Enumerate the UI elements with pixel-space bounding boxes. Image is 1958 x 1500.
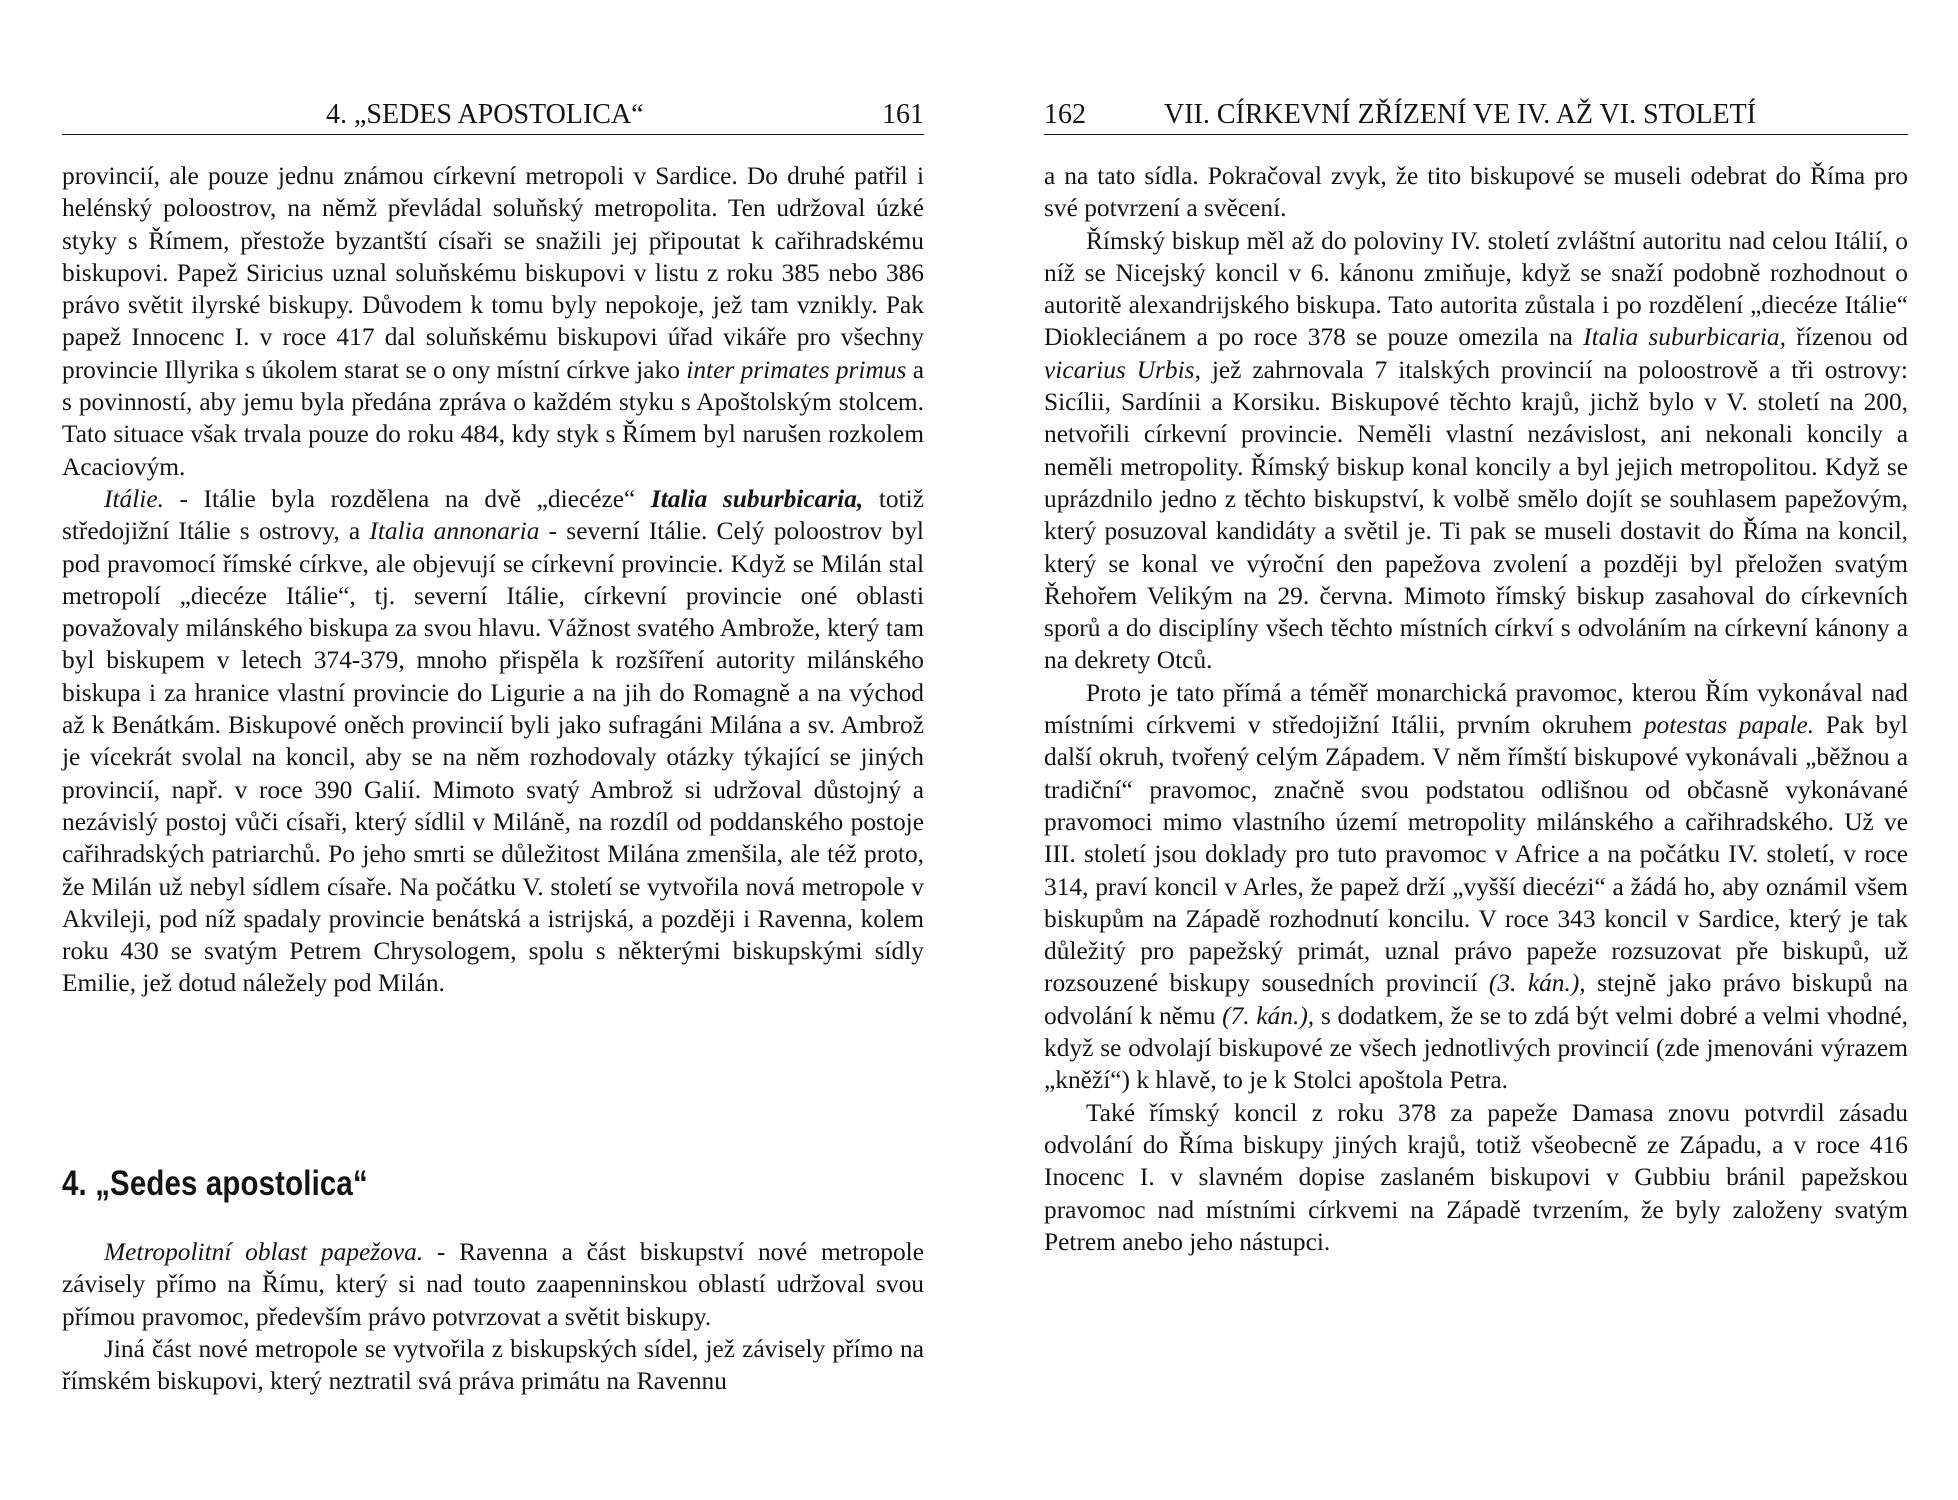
paragraph-potestas-papale: Proto je tato přímá a téměř monarchická pravomoc, kterou Řím vykonával nad místními církvemi v středojižní Itálii, prvním okruhem potestas papale. Pak byl další okruh, tvořený celým Západem. V něm římští biskupové vykonávali „běžnou a tradiční“ pravomoc, značně svou podstatou odlišnou od občasně vykonávané pravomoci mimo vlastního území metropolity milánského a cařihradského. Už ve III. století jsou doklady pro tuto pravomoc v Africe a na počátku IV. století, v roce 314, praví koncil v Arles, že papež drží „vyšší diecézi“ a žádá ho, aby oznámil všem biskupům na Západě rozhodnutí koncilu. V roce 343 koncil v Sardice, který je tak důležitý pro papežský primát, uznal právo papeže rozsuzovat pře biskupů, už rozsouzené biskupy sousedních provincií (3. kán.), stejně jako právo biskupů na odvolání k němu (7. kán.), s dodatkem, že se to zdá být velmi dobré a velmi vhodné, když se odvolají biskupové ze všech jednotlivých provincií (zde jmenováni výrazem „kněží“) k hlavě, to je k Stolci apoštola Petra. [1044,678,1908,1095]
paragraph-rimsky-koncil: Také římský koncil z roku 378 za papeže Damasa znovu potvrdil zásadu odvolání do Říma biskupy jiných krajů, totiž všeobecně ze Západu, a v roce 416 Inocenc I. v slavném dopise zaslaném biskupovi v Gubbiu bránil papežskou pravomoc nad místními církvemi na Západě tvrzením, že byly založeny svatým Petrem anebo jeho nástupci. [1044,1098,1908,1256]
right-page-number: 162 [1044,99,1086,130]
paragraph-italie: Itálie. - Itálie byla rozdělena na dvě „diecéze“ Italia suburbicaria, totiž středojižní Itálie s ostrovy, a Italia annonaria - severní Itálie. Celý poloostrov byl pod pravomocí římské církve, ale objevují se církevní provincie. Když se Milán stal metropolí „diecéze Itálie“, tj. severní Itálie, církevní provincie oné oblasti považovaly milánského biskupa za svou hlavu. Vážnost svatého Ambrože, který tam byl biskupem v letech 374-379, mnoho přispěla k rozšíření autority milánského biskupa i za hranice vlastní provincie do Ligurie a na jih do Romagně a na východ až k Benátkám. Biskupové oněch provincií byli jako sufragáni Milána a sv. Ambrož je vícekrát svolal na koncil, aby se na něm rozhodovaly otázky týkající se jiných provincií, např. v roce 390 Galií. Mimoto svatý Ambrož si udržoval důstojný a nezávislý postoj vůči císaři, který sídlil v Miláně, na rozdíl od poddanského postoje cařihradských patriarchů. Po jeho smrti se důležitost Milána zmenšila, ale též proto, že Milán už nebyl sídlem císaře. Na počátku V. století se vytvořila nová metropole v Akvileji, pod níž spadaly provincie benátská a istrijská, a později i Ravenna, kolem roku 430 se svatým Petrem Chrysologem, spolu s některými biskupskými sídly Emilie, jež dotud náležely pod Milán. [62,484,924,998]
section-heading: 4. „Sedes apostolica“ [62,1164,368,1203]
right-header-title: VII. CÍRKEVNÍ ZŘÍZENÍ VE IV. AŽ VI. STOLETÍ [1164,99,1757,130]
left-running-head [62,96,924,135]
left-header-title: 4. „SEDES APOSTOLICA“ [326,99,644,130]
left-page-number: 161 [882,99,924,130]
paragraph-jina-cast: Jiná část nové metropole se vytvořila z biskupských sídel, jež závisely přímo na římském biskupovi, který neztratil svá práva primátu na Ravennu [62,1334,924,1396]
paragraph-metropolitni-oblast: Metropolitní oblast papežova. - Ravenna a část biskupství nové metropole závisely přímo na Římu, který si nad touto zaapenninskou oblastí udržoval svou přímou pravomoc, především právo potvrzovat a světit biskupy. [62,1238,924,1331]
right-body-text [1044,160,1908,1258]
right-running-head [1044,96,1908,135]
paragraph-rimsky-biskup: Římský biskup měl až do poloviny IV. století zvláštní autoritu nad celou Itálií, o níž se Nicejský koncil v 6. kánonu zmiňuje, když se snaží podobně rozhodnout o autoritě alexandrijského biskupa. Tato autorita zůstala i po rozdělení „diecéze Itálie“ Diokleciánem a po roce 378 se pouze omezila na Italia suburbicaria, řízenou od vicarius Urbis, jež zahrnovala 7 italských provincií na poloostrově a tři ostrovy: Sicílii, Sardínii a Korsiku. Biskupové těchto krajů, jichž bylo v V. století na 200, netvořili církevní provincie. Neměli vlastní nezávislost, ani nekonali koncily a neměli metropolity. Římský biskup konal koncily a byl jejich metropolitou. Když se uprázdnilo jedno z těchto biskupství, k volbě smělo dojít se souhlasem papežovým, který posuzoval kandidáty a světil je. Ti pak se museli dostavit do Říma na koncil, který se konal ve výroční den papežova zvolení a později byl přeložen svatým Řehořem Velikým na 29. června. Mimoto římský biskup zasahoval do církevních sporů a do disciplíny všech těchto místních církví s odvoláním na církevní kánony a na dekrety Otců. [1044,226,1908,675]
left-body-text [62,160,924,1000]
left-section-text [62,1236,924,1397]
paragraph-illyricum: provincií, ale pouze jednu známou církevní metropoli v Sardice. Do druhé patřil i helénský poloostrov, na němž převládal soluňský metropolita. Ten udržoval úzké styky s Římem, přestože byzantští císaři se snažili jej připoutat k cařihradskému biskupovi. Papež Siricius uznal soluňskému biskupovi v listu z roku 385 nebo 386 právo světit ilyrské biskupy. Důvodem k tomu byly nepokoje, jež tam vznikly. Pak papež Innocenc I. v roce 417 dal soluňskému biskupovi úřad vikáře pro všechny provincie Illyrika s úkolem starat se o ony místní církve jako inter primates primus a s povinností, aby jemu byla předána zpráva o každém styku s Apoštolským stolcem. Tato situace však trvala pouze do roku 484, kdy styk s Římem byl narušen rozkolem Acaciovým. [62,162,925,481]
paragraph-continuation: a na tato sídla. Pokračoval zvyk, že tito biskupové se museli odebrat do Říma pro své potvrzení a svěcení. [1044,162,1908,223]
